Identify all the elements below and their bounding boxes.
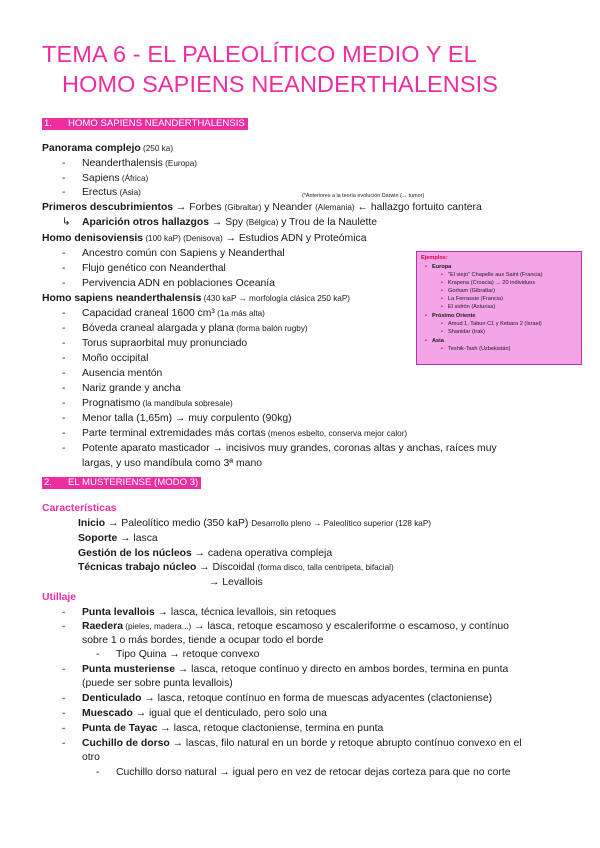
panorama-label: Panorama complejo — [42, 143, 141, 154]
tecnicas-line — [78, 561, 394, 574]
list-item: - Punta de Tayac → lasca, retoque clactoniense, termina en punta — [62, 723, 384, 734]
sub-list-item: - Tipo Quina → retoque convexo — [96, 649, 260, 660]
list-item: - Ancestro común con Sapiens y Neanderthal — [62, 248, 285, 259]
inicio-label: Inicio — [78, 518, 106, 529]
list-item-continuation: otro — [82, 752, 100, 763]
example-item-text: La Ferrassie (Francia) — [448, 296, 504, 302]
section-label: EL MUSTERIENSE (MODO 3) — [68, 477, 199, 488]
example-group-name: Europa — [432, 264, 452, 270]
item-text: Cuchillo dorso natural → igual pero en vez de retocar dejas corteza para que no corte — [116, 767, 511, 778]
example-group: • Asia — [425, 338, 444, 344]
gestion-line — [78, 547, 332, 560]
tecnicas-text: → Discoidal — [196, 562, 258, 573]
item-label: Cuchillo de dorso — [82, 738, 170, 749]
list-item: - Punta musteriense → lasca, retoque contínuo y directo en ambos bordes, termina en punta — [62, 664, 509, 675]
example-group: • Europa — [425, 264, 452, 270]
soporte-label: Soporte — [78, 533, 118, 544]
item-text: Flujo genético con Neanderthal — [82, 263, 226, 274]
item-text: Bóveda craneal alargada y plana — [82, 323, 234, 334]
section-heading-2 — [42, 477, 201, 489]
item-text: → lasca, técnica levallois, sin retoques — [154, 607, 337, 618]
item-text: Prognatismo — [82, 398, 141, 409]
aparicion-label: Aparición otros hallazgos — [82, 217, 210, 228]
example-item: ▪ Krapena (Croacia) → 20 individuos — [441, 280, 536, 286]
denisova-line — [42, 232, 366, 245]
list-item: - Pervivencia ADN en poblaciones Oceanía — [62, 278, 275, 289]
hsn-text: (430 kaP → morfología clásica 250 kaP) — [201, 294, 351, 303]
list-item: - Muescado → igual que el denticulado, pero solo una — [62, 708, 327, 719]
example-item-text: "El viejo" Chapelle aux Saint (Francia) — [448, 272, 543, 278]
example-item: ▪ Shanidar (Irak) — [441, 329, 485, 335]
denisova-text-b: → Estudios ADN y Proteómica — [222, 233, 367, 244]
list-item: - Neanderthalensis (Europa) — [62, 158, 198, 169]
example-item: ▪ Amud 1, Tabun C1 y Kebara 2 (Israel) — [441, 321, 542, 327]
list-item: - Capacidad craneal 1600 cm³ (1a más alta) — [62, 308, 265, 319]
gestion-label: Gestión de los núcleos — [78, 548, 192, 559]
example-item-text: Teshik-Tash (Uzbekistán) — [448, 346, 511, 352]
levallois-line: → Levallois — [209, 577, 263, 588]
item-text: Parte terminal extremidades más cortas — [82, 428, 266, 439]
item-text: → lasca, retoque contínuo y directo en ambos bordes, termina en punta — [174, 664, 509, 675]
example-item-text: El sidrón (Asturias) — [448, 304, 496, 310]
caracteristicas-heading: Características — [42, 503, 117, 514]
example-item: ▪ El sidrón (Asturias) — [441, 304, 496, 310]
item-text: Sapiens — [82, 173, 120, 184]
primeros-note-a: (Gibraltar) — [224, 203, 262, 212]
list-item: - Ausencia mentón — [62, 368, 163, 379]
examples-box — [416, 251, 582, 365]
list-item: - Parte terminal extremidades más cortas (menos esbelto, conserva mejor calor) — [62, 428, 408, 439]
sub-list-item: - Cuchillo dorso natural → igual pero en vez de retocar dejas corteza para que no corte — [96, 767, 511, 778]
section-label: HOMO SAPIENS NEANDERTHALENSIS — [68, 118, 245, 129]
item-text: Menor talla (1,65m) → muy corpulento (90kg) — [82, 413, 292, 424]
item-label: Muescado — [82, 708, 133, 719]
example-item: ▪ Gorham (Gibraltar) — [441, 288, 495, 294]
inicio-line — [78, 517, 431, 530]
side-note: (*Anteriores a la teoría evolución Darwin (→ tumor) — [302, 193, 425, 199]
primeros-line — [42, 201, 482, 214]
item-note: (forma balón rugby) — [233, 324, 308, 333]
item-note: (pieles, madera...) — [123, 622, 192, 631]
example-item: ▪ La Ferrassie (Francia) — [441, 296, 504, 302]
item-text: Torus supraorbital muy pronunciado — [82, 338, 248, 349]
list-item: - Moño occipital — [62, 353, 149, 364]
panorama-note: (250 ka) — [140, 144, 174, 153]
item-label: Punta musteriense — [82, 664, 175, 675]
soporte-line — [78, 532, 158, 545]
page-title-line2: HOMO SAPIENS NEANDERTHALENSIS — [62, 71, 499, 97]
list-item: - Erectus (Asia) — [62, 187, 141, 198]
item-text: Ausencia mentón — [82, 368, 163, 379]
examples-title: Ejemplos: — [421, 255, 448, 261]
item-label: Punta levallois — [82, 607, 155, 618]
item-note: (Asia) — [117, 188, 141, 197]
list-item: - Bóveda craneal alargada y plana (forma balón rugby) — [62, 323, 308, 334]
list-item: - Prognatismo (la mandíbula sobresale) — [62, 398, 233, 409]
item-text: → lasca, retoque contínuo en forma de muescas adyacentes (clactoniense) — [141, 693, 493, 704]
item-text: → lasca, retoque clactoniense, termina en punta — [157, 723, 384, 734]
denisova-text-a: (100 kaP) — [143, 234, 184, 243]
example-item: ▪ Teshik-Tash (Uzbekistán) — [441, 346, 511, 352]
item-text: Tipo Quina → retoque convexo — [116, 649, 260, 660]
section-heading-1 — [42, 118, 248, 130]
item-note: (África) — [119, 174, 149, 183]
example-item-text: Amud 1, Tabun C1 y Kebara 2 (Israel) — [448, 321, 542, 327]
item-text: Pervivencia ADN en poblaciones Oceanía — [82, 278, 275, 289]
item-text: Neanderthalensis — [82, 158, 163, 169]
primeros-text-c: ← hallazgo fortuito cantera — [354, 202, 482, 213]
item-text: Potente aparato masticador → incisivos muy grandes, coronas altas y anchas, raíces muy — [82, 443, 497, 454]
section-number: 1. — [44, 118, 53, 129]
list-item-continuation: (puede ser sobre punta levallois) — [82, 678, 233, 689]
item-text: Moño occipital — [82, 353, 149, 364]
hsn-label: Homo sapiens neanderthalensis — [42, 293, 202, 304]
item-note: (menos esbelto, conserva mejor calor) — [265, 429, 408, 438]
tecnicas-label: Técnicas trabajo núcleo — [78, 562, 197, 573]
item-label: Punta de Tayac — [82, 723, 158, 734]
return-arrow-icon: ↳ — [62, 217, 71, 228]
aparicion-text-b: y Trou de la Naulette — [278, 217, 378, 228]
page-title-line1: TEMA 6 - EL PALEOLÍTICO MEDIO Y EL — [42, 41, 477, 67]
denisova-label: Homo denisoviensis — [42, 233, 144, 244]
list-item: - Flujo genético con Neanderthal — [62, 263, 226, 274]
example-group-name: Asia — [432, 338, 444, 344]
panorama-heading — [42, 142, 173, 155]
list-item: - Torus supraorbital muy pronunciado — [62, 338, 248, 349]
gestion-text: → cadena operativa compleja — [191, 548, 333, 559]
denisova-note: (Denisova) — [183, 234, 223, 243]
item-label: Raedera — [82, 621, 124, 632]
item-text: Capacidad craneal 1600 cm³ — [82, 308, 215, 319]
list-item: - Cuchillo de dorso → lascas, filo natural en un borde y retoque abrupto contínuo convexo en el — [62, 738, 522, 749]
hsn-line — [42, 292, 350, 305]
list-item: - Menor talla (1,65m) → muy corpulento (90kg) — [62, 413, 292, 424]
example-group: • Próximo Oriente — [425, 313, 476, 319]
list-item: - Punta levallois → lasca, técnica levallois, sin retoques — [62, 607, 337, 618]
primeros-note-b: (Alemania) — [315, 203, 355, 212]
item-note: (Europa) — [162, 159, 198, 168]
item-label: Denticulado — [82, 693, 142, 704]
example-group-name: Próximo Oriente — [432, 313, 476, 319]
inicio-note: Desarrollo pleno → Paleolítico superior (128 kaP) — [251, 519, 432, 528]
item-note: (la mandíbula sobresale) — [140, 399, 233, 408]
list-item: - Denticulado → lasca, retoque contínuo en forma de muescas adyacentes (clactoniense) — [62, 693, 493, 704]
list-item: - Potente aparato masticador → incisivos muy grandes, coronas altas y anchas, raíces muy — [62, 443, 497, 454]
soporte-text: → lasca — [117, 533, 158, 544]
example-item: ▪ "El viejo" Chapelle aux Saint (Francia) — [441, 272, 543, 278]
aparicion-line — [62, 216, 377, 229]
tecnicas-note: (forma disco, talla centrípeta, bifacial) — [257, 563, 394, 572]
item-note: (1a más alta) — [214, 309, 265, 318]
item-text: → igual que el denticulado, pero solo una — [132, 708, 327, 719]
aparicion-text-a: → Spy — [209, 217, 246, 228]
utillaje-heading: Utillaje — [42, 592, 77, 603]
primeros-label: Primeros descubrimientos — [42, 202, 174, 213]
example-item-text: Krapena (Croacia) → 20 individuos — [448, 280, 536, 286]
inicio-text: → Paleolítico medio (350 kaP) — [105, 518, 252, 529]
list-item-continuation: largas, y uso mandíbula como 3ª mano — [82, 458, 263, 469]
example-item-text: Shanidar (Irak) — [448, 329, 485, 335]
section-number: 2. — [44, 477, 53, 488]
list-item: - Sapiens (África) — [62, 173, 149, 184]
list-item: - Raedera (pieles, madera...) → lasca, retoque escamoso y escaleriforme o escamoso, y contínuo — [62, 621, 509, 632]
item-text: Erectus — [82, 187, 118, 198]
item-text: → lascas, filo natural en un borde y retoque abrupto contínuo convexo en el — [169, 738, 522, 749]
primeros-text-a: → Forbes — [173, 202, 225, 213]
item-text: → lasca, retoque escamoso y escaleriforme o escamoso, y contínuo — [191, 621, 509, 632]
item-text: Nariz grande y ancha — [82, 383, 181, 394]
item-text: Ancestro común con Sapiens y Neanderthal — [82, 248, 285, 259]
list-item: - Nariz grande y ancha — [62, 383, 181, 394]
primeros-text-b: y Neander — [261, 202, 316, 213]
list-item-continuation: sobre 1 o más bordes, tiende a ocupar todo el borde — [82, 635, 324, 646]
example-item-text: Gorham (Gibraltar) — [448, 288, 495, 294]
aparicion-note: (Bélgica) — [246, 218, 279, 227]
